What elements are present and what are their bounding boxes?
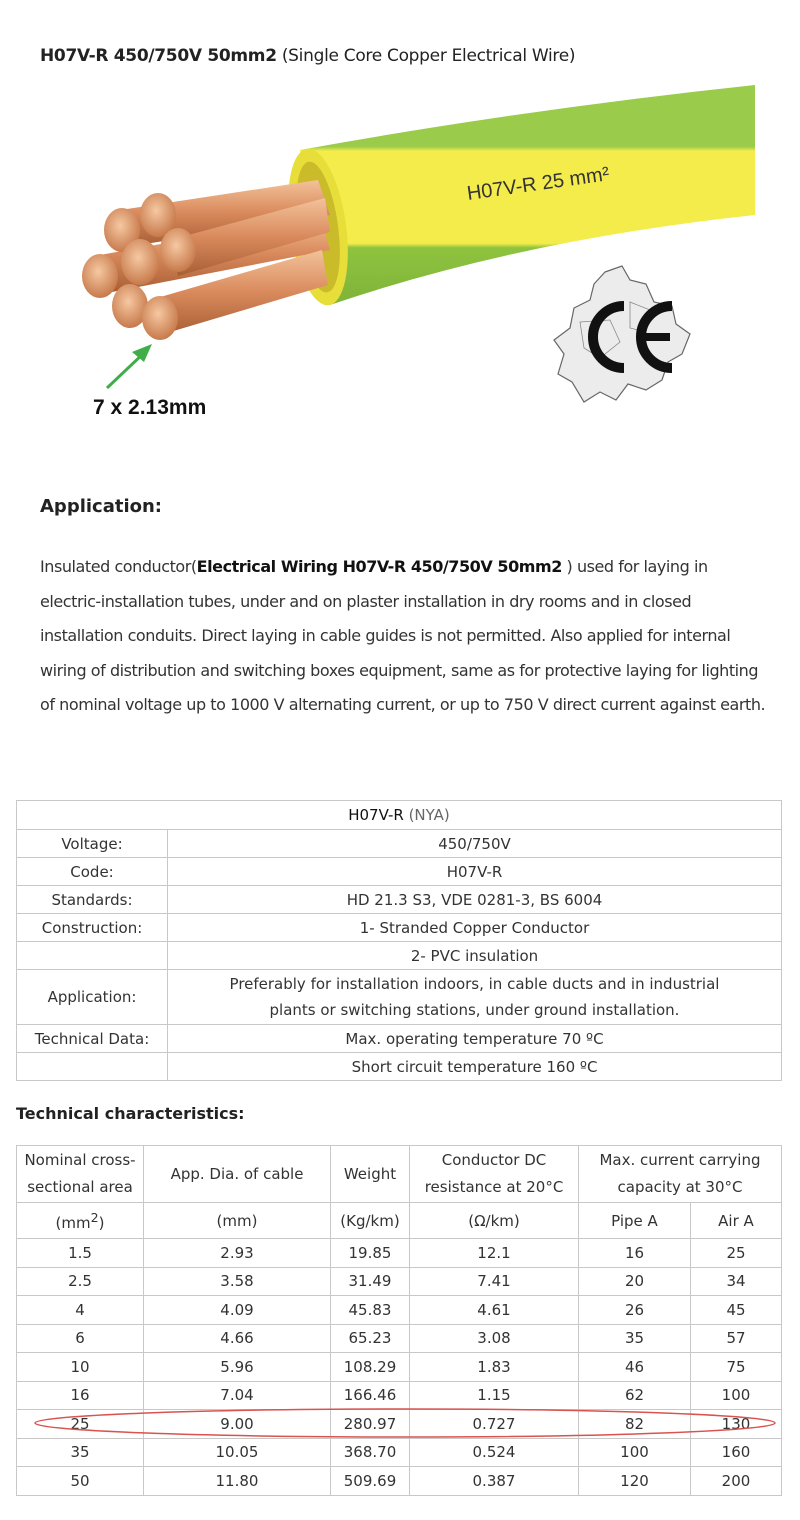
spec-header-row	[17, 801, 782, 830]
table-row: 16 7.04 166.46 1.15 62 100	[17, 1381, 782, 1410]
header-dia: App. Dia. of cable	[144, 1146, 331, 1203]
table-row: Standards: HD 21.3 S3, VDE 0281-3, BS 6004	[17, 886, 782, 914]
table-row: 4 4.09 45.83 4.61 26 45	[17, 1296, 782, 1325]
table-row-highlighted: 25 9.00 280.97 0.727 82 130	[17, 1410, 782, 1439]
table-row: 2- PVC insulation	[17, 942, 782, 970]
table-row: Technical Data: Max. operating temperature 70 ºC	[17, 1025, 782, 1053]
unit-air: Air A	[690, 1203, 781, 1239]
table-row: Voltage: 450/750V	[17, 830, 782, 858]
application-heading: Application:	[40, 496, 163, 517]
wire-print: H07V-R 25 mm²	[465, 163, 611, 205]
header-resistance: Conductor DC resistance at 20°C	[410, 1146, 579, 1203]
strand-size-label: 7 x 2.13mm	[93, 396, 207, 419]
tech-table	[16, 1145, 782, 1496]
table-row: 2.5 3.58 31.49 7.41 20 34	[17, 1267, 782, 1296]
unit-area: $(mm^2)$	[17, 1203, 144, 1239]
header-weight: Weight	[331, 1146, 410, 1203]
table-row: Construction: 1- Stranded Copper Conductor	[17, 914, 782, 942]
table-row: 10 5.96 108.29 1.83 46 75	[17, 1353, 782, 1382]
header-area: Nominal cross-sectional area	[17, 1146, 144, 1203]
spec-table	[16, 800, 782, 1081]
ce-mark-icon	[550, 262, 700, 412]
unit-dia: (mm)	[144, 1203, 331, 1239]
unit-weight: (Kg/km)	[331, 1203, 410, 1239]
unit-pipe: Pipe A	[579, 1203, 691, 1239]
table-row: 1.5 2.93 19.85 12.1 16 25	[17, 1239, 782, 1268]
application-description: Insulated conductor(Electrical Wiring H07V-R 450/750V 50mm2 ) used for laying in electric-installation tubes, under and on plaster installation in dry rooms and in closed installation conduits. Direct laying in cable guides is not permitted. Also applied for internal wiring of distribution and switching boxes equipment, same as for protective laying for lighting of nominal voltage up to 1000 V alternating current, or up to 750 V direct current against earth.	[40, 557, 766, 714]
table-row: 35 10.05 368.70 0.524 100 160	[17, 1438, 782, 1467]
unit-resistance: (Ω/km)	[410, 1203, 579, 1239]
tech-heading: Technical characteristics:	[16, 1104, 245, 1123]
copper-strands	[82, 180, 330, 340]
product-title: H07V-R 450/750V 50mm2 (Single Core Copper Electrical Wire)	[40, 46, 576, 66]
tech-unit-row	[17, 1203, 782, 1239]
table-row: Code: H07V-R	[17, 858, 782, 886]
table-row: 6 4.66 65.23 3.08 35 57	[17, 1324, 782, 1353]
table-row: 50 11.80 509.69 0.387 120 200	[17, 1467, 782, 1496]
table-row: Application: Preferably for installation indoors, in cable ducts and in industrial plants or switching stations, under ground installation.	[17, 970, 782, 1025]
header-current: Max. current carrying capacity at 30°C	[579, 1146, 782, 1203]
arrow-icon	[107, 344, 152, 388]
tech-header-row	[17, 1146, 782, 1203]
table-row: Short circuit temperature 160 ºC	[17, 1053, 782, 1081]
spec-title: H07V-R (NYA)	[17, 801, 782, 830]
